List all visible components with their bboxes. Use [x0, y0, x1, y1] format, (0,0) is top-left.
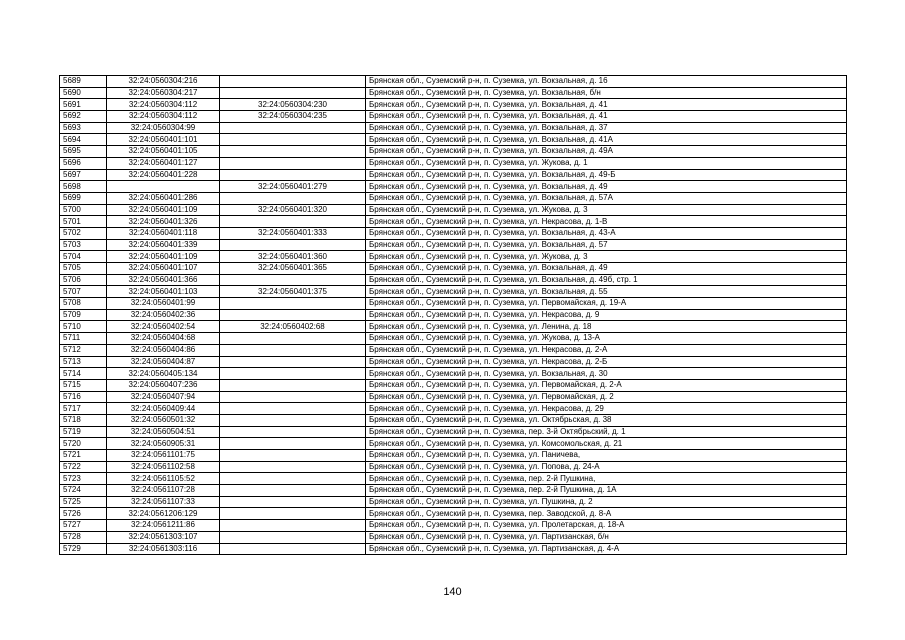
- linked-cadastral-number-cell: [220, 216, 366, 228]
- linked-cadastral-number-cell: [220, 485, 366, 497]
- linked-cadastral-number-cell: [220, 414, 366, 426]
- address-cell: Брянская обл., Суземский р-н, п. Суземка, ул. Вокзальная, д. 55: [366, 286, 847, 298]
- cadastral-number-cell: 32:24:0560401:127: [107, 157, 220, 169]
- table-row: [60, 496, 847, 508]
- row-number-cell: 5725: [60, 496, 107, 508]
- linked-cadastral-number-cell: [220, 461, 366, 473]
- linked-cadastral-number-cell: [220, 531, 366, 543]
- row-number-cell: 5692: [60, 111, 107, 123]
- cadastral-number-cell: 32:24:0561107:33: [107, 496, 220, 508]
- table-row: [60, 216, 847, 228]
- address-cell: Брянская обл., Суземский р-н, п. Суземка, ул. Паничева,: [366, 450, 847, 462]
- table-row: [60, 450, 847, 462]
- table-row: [60, 134, 847, 146]
- table-row: [60, 122, 847, 134]
- linked-cadastral-number-cell: [220, 309, 366, 321]
- address-cell: Брянская обл., Суземский р-н, п. Суземка, ул. Некрасова, д. 9: [366, 309, 847, 321]
- row-number-cell: 5716: [60, 391, 107, 403]
- linked-cadastral-number-cell: [220, 157, 366, 169]
- address-cell: Брянская обл., Суземский р-н, п. Суземка, ул. Первомайская, д. 2: [366, 391, 847, 403]
- cadastral-number-cell: 32:24:0560401:366: [107, 274, 220, 286]
- address-cell: Брянская обл., Суземский р-н, п. Суземка, ул. Вокзальная, д. 30: [366, 368, 847, 380]
- table-row: [60, 368, 847, 380]
- table-row: [60, 263, 847, 275]
- address-cell: Брянская обл., Суземский р-н, п. Суземка, ул. Вокзальная, д. 41: [366, 111, 847, 123]
- row-number-cell: 5715: [60, 379, 107, 391]
- table-row: [60, 461, 847, 473]
- address-cell: Брянская обл., Суземский р-н, п. Суземка, ул. Жукова, д. 3: [366, 204, 847, 216]
- table-row: [60, 414, 847, 426]
- row-number-cell: 5694: [60, 134, 107, 146]
- linked-cadastral-number-cell: [220, 450, 366, 462]
- row-number-cell: 5705: [60, 263, 107, 275]
- row-number-cell: 5693: [60, 122, 107, 134]
- linked-cadastral-number-cell: 32:24:0560401:360: [220, 251, 366, 263]
- cadastral-number-cell: 32:24:0560401:286: [107, 192, 220, 204]
- cadastral-number-cell: 32:24:0560304:216: [107, 76, 220, 88]
- table-row: [60, 485, 847, 497]
- linked-cadastral-number-cell: 32:24:0560402:68: [220, 321, 366, 333]
- cadastral-number-cell: 32:24:0561105:52: [107, 473, 220, 485]
- row-number-cell: 5724: [60, 485, 107, 497]
- linked-cadastral-number-cell: [220, 239, 366, 251]
- address-cell: Брянская обл., Суземский р-н, п. Суземка, пер. Заводской, д. 8-А: [366, 508, 847, 520]
- row-number-cell: 5699: [60, 192, 107, 204]
- table-row: [60, 192, 847, 204]
- address-cell: Брянская обл., Суземский р-н, п. Суземка, ул. Некрасова, д. 2-Б: [366, 356, 847, 368]
- table-row: [60, 87, 847, 99]
- row-number-cell: 5700: [60, 204, 107, 216]
- linked-cadastral-number-cell: [220, 543, 366, 555]
- cadastral-number-cell: 32:24:0560404:86: [107, 344, 220, 356]
- linked-cadastral-number-cell: [220, 192, 366, 204]
- row-number-cell: 5710: [60, 321, 107, 333]
- table-row: [60, 239, 847, 251]
- table-row: [60, 157, 847, 169]
- table-row: [60, 181, 847, 193]
- table-row: [60, 309, 847, 321]
- cadastral-number-cell: 32:24:0560304:217: [107, 87, 220, 99]
- address-cell: Брянская обл., Суземский р-н, п. Суземка, ул. Вокзальная, д. 41: [366, 99, 847, 111]
- row-number-cell: 5703: [60, 239, 107, 251]
- address-cell: Брянская обл., Суземский р-н, п. Суземка, ул. Жукова, д. 13-А: [366, 333, 847, 345]
- linked-cadastral-number-cell: [220, 344, 366, 356]
- cadastral-number-cell: 32:24:0560401:103: [107, 286, 220, 298]
- address-cell: Брянская обл., Суземский р-н, п. Суземка, ул. Вокзальная, д. 49: [366, 263, 847, 275]
- table-row: [60, 286, 847, 298]
- linked-cadastral-number-cell: 32:24:0560401:333: [220, 227, 366, 239]
- address-cell: Брянская обл., Суземский р-н, п. Суземка, ул. Ленина, д. 18: [366, 321, 847, 333]
- linked-cadastral-number-cell: [220, 274, 366, 286]
- cadastral-number-cell: 32:24:0560401:339: [107, 239, 220, 251]
- address-cell: Брянская обл., Суземский р-н, п. Суземка, пер. 2-й Пушкина, д. 1А: [366, 485, 847, 497]
- cadastral-number-cell: 32:24:0560402:36: [107, 309, 220, 321]
- address-cell: Брянская обл., Суземский р-н, п. Суземка, ул. Первомайская, д. 19-А: [366, 298, 847, 310]
- table-row: [60, 426, 847, 438]
- table-row: [60, 251, 847, 263]
- linked-cadastral-number-cell: [220, 508, 366, 520]
- row-number-cell: 5704: [60, 251, 107, 263]
- address-cell: Брянская обл., Суземский р-н, п. Суземка, ул. Партизанская, б/н: [366, 531, 847, 543]
- linked-cadastral-number-cell: [220, 333, 366, 345]
- table-row: [60, 321, 847, 333]
- table-row: [60, 531, 847, 543]
- address-cell: Брянская обл., Суземский р-н, п. Суземка, ул. Первомайская, д. 2-А: [366, 379, 847, 391]
- row-number-cell: 5689: [60, 76, 107, 88]
- table-row: [60, 508, 847, 520]
- row-number-cell: 5718: [60, 414, 107, 426]
- cadastral-number-cell: 32:24:0560401:118: [107, 227, 220, 239]
- registry-table: [59, 75, 847, 555]
- address-cell: Брянская обл., Суземский р-н, п. Суземка, ул. Попова, д. 24-А: [366, 461, 847, 473]
- cadastral-number-cell: 32:24:0560304:112: [107, 111, 220, 123]
- linked-cadastral-number-cell: [220, 496, 366, 508]
- linked-cadastral-number-cell: [220, 426, 366, 438]
- linked-cadastral-number-cell: 32:24:0560401:375: [220, 286, 366, 298]
- address-cell: Брянская обл., Суземский р-н, п. Суземка, ул. Вокзальная, д. 57: [366, 239, 847, 251]
- cadastral-number-cell: 32:24:0560304:112: [107, 99, 220, 111]
- linked-cadastral-number-cell: [220, 520, 366, 532]
- table-row: [60, 146, 847, 158]
- row-number-cell: 5708: [60, 298, 107, 310]
- table-row: [60, 391, 847, 403]
- address-cell: Брянская обл., Суземский р-н, п. Суземка, ул. Партизанская, д. 4-А: [366, 543, 847, 555]
- row-number-cell: 5727: [60, 520, 107, 532]
- table-row: [60, 379, 847, 391]
- address-cell: Брянская обл., Суземский р-н, п. Суземка, ул. Вокзальная, д. 49А: [366, 146, 847, 158]
- cadastral-number-cell: 32:24:0560407:94: [107, 391, 220, 403]
- cadastral-number-cell: 32:24:0560401:109: [107, 204, 220, 216]
- row-number-cell: 5721: [60, 450, 107, 462]
- table-row: [60, 274, 847, 286]
- cadastral-number-cell: 32:24:0561107:28: [107, 485, 220, 497]
- table-row: [60, 344, 847, 356]
- address-cell: Брянская обл., Суземский р-н, п. Суземка, ул. Вокзальная, б/н: [366, 87, 847, 99]
- cadastral-number-cell: 32:24:0560401:326: [107, 216, 220, 228]
- address-cell: Брянская обл., Суземский р-н, п. Суземка, ул. Вокзальная, д. 49-Б: [366, 169, 847, 181]
- row-number-cell: 5696: [60, 157, 107, 169]
- row-number-cell: 5707: [60, 286, 107, 298]
- row-number-cell: 5690: [60, 87, 107, 99]
- address-cell: Брянская обл., Суземский р-н, п. Суземка, ул. Пушкина, д. 2: [366, 496, 847, 508]
- row-number-cell: 5729: [60, 543, 107, 555]
- address-cell: Брянская обл., Суземский р-н, п. Суземка, ул. Некрасова, д. 29: [366, 403, 847, 415]
- cadastral-number-cell: 32:24:0560504:51: [107, 426, 220, 438]
- row-number-cell: 5697: [60, 169, 107, 181]
- row-number-cell: 5709: [60, 309, 107, 321]
- cadastral-number-cell: 32:24:0561211:86: [107, 520, 220, 532]
- linked-cadastral-number-cell: [220, 76, 366, 88]
- row-number-cell: 5717: [60, 403, 107, 415]
- cadastral-number-cell: 32:24:0561101:75: [107, 450, 220, 462]
- cadastral-number-cell: 32:24:0561102:58: [107, 461, 220, 473]
- cadastral-number-cell: 32:24:0560401:105: [107, 146, 220, 158]
- cadastral-number-cell: 32:24:0561303:107: [107, 531, 220, 543]
- row-number-cell: 5720: [60, 438, 107, 450]
- address-cell: Брянская обл., Суземский р-н, п. Суземка, ул. Некрасова, д. 2-А: [366, 344, 847, 356]
- address-cell: Брянская обл., Суземский р-н, п. Суземка, ул. Пролетарская, д. 18-А: [366, 520, 847, 532]
- linked-cadastral-number-cell: [220, 146, 366, 158]
- row-number-cell: 5712: [60, 344, 107, 356]
- row-number-cell: 5698: [60, 181, 107, 193]
- linked-cadastral-number-cell: [220, 438, 366, 450]
- page-number: 140: [443, 586, 462, 598]
- cadastral-number-cell: [107, 181, 220, 193]
- linked-cadastral-number-cell: [220, 169, 366, 181]
- address-cell: Брянская обл., Суземский р-н, п. Суземка, ул. Жукова, д. 1: [366, 157, 847, 169]
- row-number-cell: 5695: [60, 146, 107, 158]
- row-number-cell: 5701: [60, 216, 107, 228]
- linked-cadastral-number-cell: [220, 379, 366, 391]
- cadastral-number-cell: 32:24:0560401:107: [107, 263, 220, 275]
- registry-table-body: [60, 76, 847, 555]
- cadastral-number-cell: 32:24:0561303:116: [107, 543, 220, 555]
- address-cell: Брянская обл., Суземский р-н, п. Суземка, пер. 2-й Пушкина,: [366, 473, 847, 485]
- cadastral-number-cell: 32:24:0560401:109: [107, 251, 220, 263]
- cadastral-number-cell: 32:24:0560304:99: [107, 122, 220, 134]
- linked-cadastral-number-cell: 32:24:0560304:230: [220, 99, 366, 111]
- table-row: [60, 99, 847, 111]
- table-row: [60, 298, 847, 310]
- table-row: [60, 111, 847, 123]
- cadastral-number-cell: 32:24:0560401:228: [107, 169, 220, 181]
- cadastral-number-cell: 32:24:0560405:134: [107, 368, 220, 380]
- linked-cadastral-number-cell: [220, 403, 366, 415]
- linked-cadastral-number-cell: [220, 356, 366, 368]
- linked-cadastral-number-cell: [220, 368, 366, 380]
- address-cell: Брянская обл., Суземский р-н, п. Суземка, ул. Вокзальная, д. 41А: [366, 134, 847, 146]
- row-number-cell: 5726: [60, 508, 107, 520]
- cadastral-number-cell: 32:24:0560402:54: [107, 321, 220, 333]
- address-cell: Брянская обл., Суземский р-н, п. Суземка, ул. Некрасова, д. 1-В: [366, 216, 847, 228]
- linked-cadastral-number-cell: [220, 122, 366, 134]
- linked-cadastral-number-cell: [220, 298, 366, 310]
- table-row: [60, 169, 847, 181]
- linked-cadastral-number-cell: 32:24:0560401:320: [220, 204, 366, 216]
- row-number-cell: 5713: [60, 356, 107, 368]
- table-row: [60, 356, 847, 368]
- row-number-cell: 5728: [60, 531, 107, 543]
- table-row: [60, 438, 847, 450]
- cadastral-number-cell: 32:24:0560501:32: [107, 414, 220, 426]
- cadastral-number-cell: 32:24:0560409:44: [107, 403, 220, 415]
- row-number-cell: 5711: [60, 333, 107, 345]
- cadastral-number-cell: 32:24:0560404:87: [107, 356, 220, 368]
- cadastral-number-cell: 32:24:0561206:129: [107, 508, 220, 520]
- row-number-cell: 5691: [60, 99, 107, 111]
- address-cell: Брянская обл., Суземский р-н, п. Суземка, ул. Вокзальная, д. 43-А: [366, 227, 847, 239]
- row-number-cell: 5714: [60, 368, 107, 380]
- row-number-cell: 5723: [60, 473, 107, 485]
- address-cell: Брянская обл., Суземский р-н, п. Суземка, ул. Вокзальная, д. 37: [366, 122, 847, 134]
- table-row: [60, 76, 847, 88]
- linked-cadastral-number-cell: 32:24:0560304:235: [220, 111, 366, 123]
- row-number-cell: 5719: [60, 426, 107, 438]
- address-cell: Брянская обл., Суземский р-н, п. Суземка, ул. Вокзальная, д. 49: [366, 181, 847, 193]
- cadastral-number-cell: 32:24:0560404:68: [107, 333, 220, 345]
- address-cell: Брянская обл., Суземский р-н, п. Суземка, ул. Вокзальная, д. 49б, стр. 1: [366, 274, 847, 286]
- cadastral-number-cell: 32:24:0560401:101: [107, 134, 220, 146]
- table-row: [60, 473, 847, 485]
- table-row: [60, 520, 847, 532]
- address-cell: Брянская обл., Суземский р-н, п. Суземка, ул. Жукова, д. 3: [366, 251, 847, 263]
- row-number-cell: 5706: [60, 274, 107, 286]
- address-cell: Брянская обл., Суземский р-н, п. Суземка, ул. Вокзальная, д. 16: [366, 76, 847, 88]
- cadastral-number-cell: 32:24:0560401:99: [107, 298, 220, 310]
- cadastral-number-cell: 32:24:0560407:236: [107, 379, 220, 391]
- linked-cadastral-number-cell: 32:24:0560401:365: [220, 263, 366, 275]
- linked-cadastral-number-cell: [220, 473, 366, 485]
- linked-cadastral-number-cell: [220, 87, 366, 99]
- table-row: [60, 333, 847, 345]
- linked-cadastral-number-cell: [220, 134, 366, 146]
- table-row: [60, 204, 847, 216]
- table-row: [60, 227, 847, 239]
- row-number-cell: 5722: [60, 461, 107, 473]
- linked-cadastral-number-cell: 32:24:0560401:279: [220, 181, 366, 193]
- linked-cadastral-number-cell: [220, 391, 366, 403]
- table-row: [60, 543, 847, 555]
- address-cell: Брянская обл., Суземский р-н, п. Суземка, ул. Комсомольская, д. 21: [366, 438, 847, 450]
- address-cell: Брянская обл., Суземский р-н, п. Суземка, ул. Октябрьская, д. 38: [366, 414, 847, 426]
- row-number-cell: 5702: [60, 227, 107, 239]
- address-cell: Брянская обл., Суземский р-н, п. Суземка, ул. Вокзальная, д. 57А: [366, 192, 847, 204]
- address-cell: Брянская обл., Суземский р-н, п. Суземка, пер. 3-й Октябрьский, д. 1: [366, 426, 847, 438]
- table-row: [60, 403, 847, 415]
- cadastral-number-cell: 32:24:0560905:31: [107, 438, 220, 450]
